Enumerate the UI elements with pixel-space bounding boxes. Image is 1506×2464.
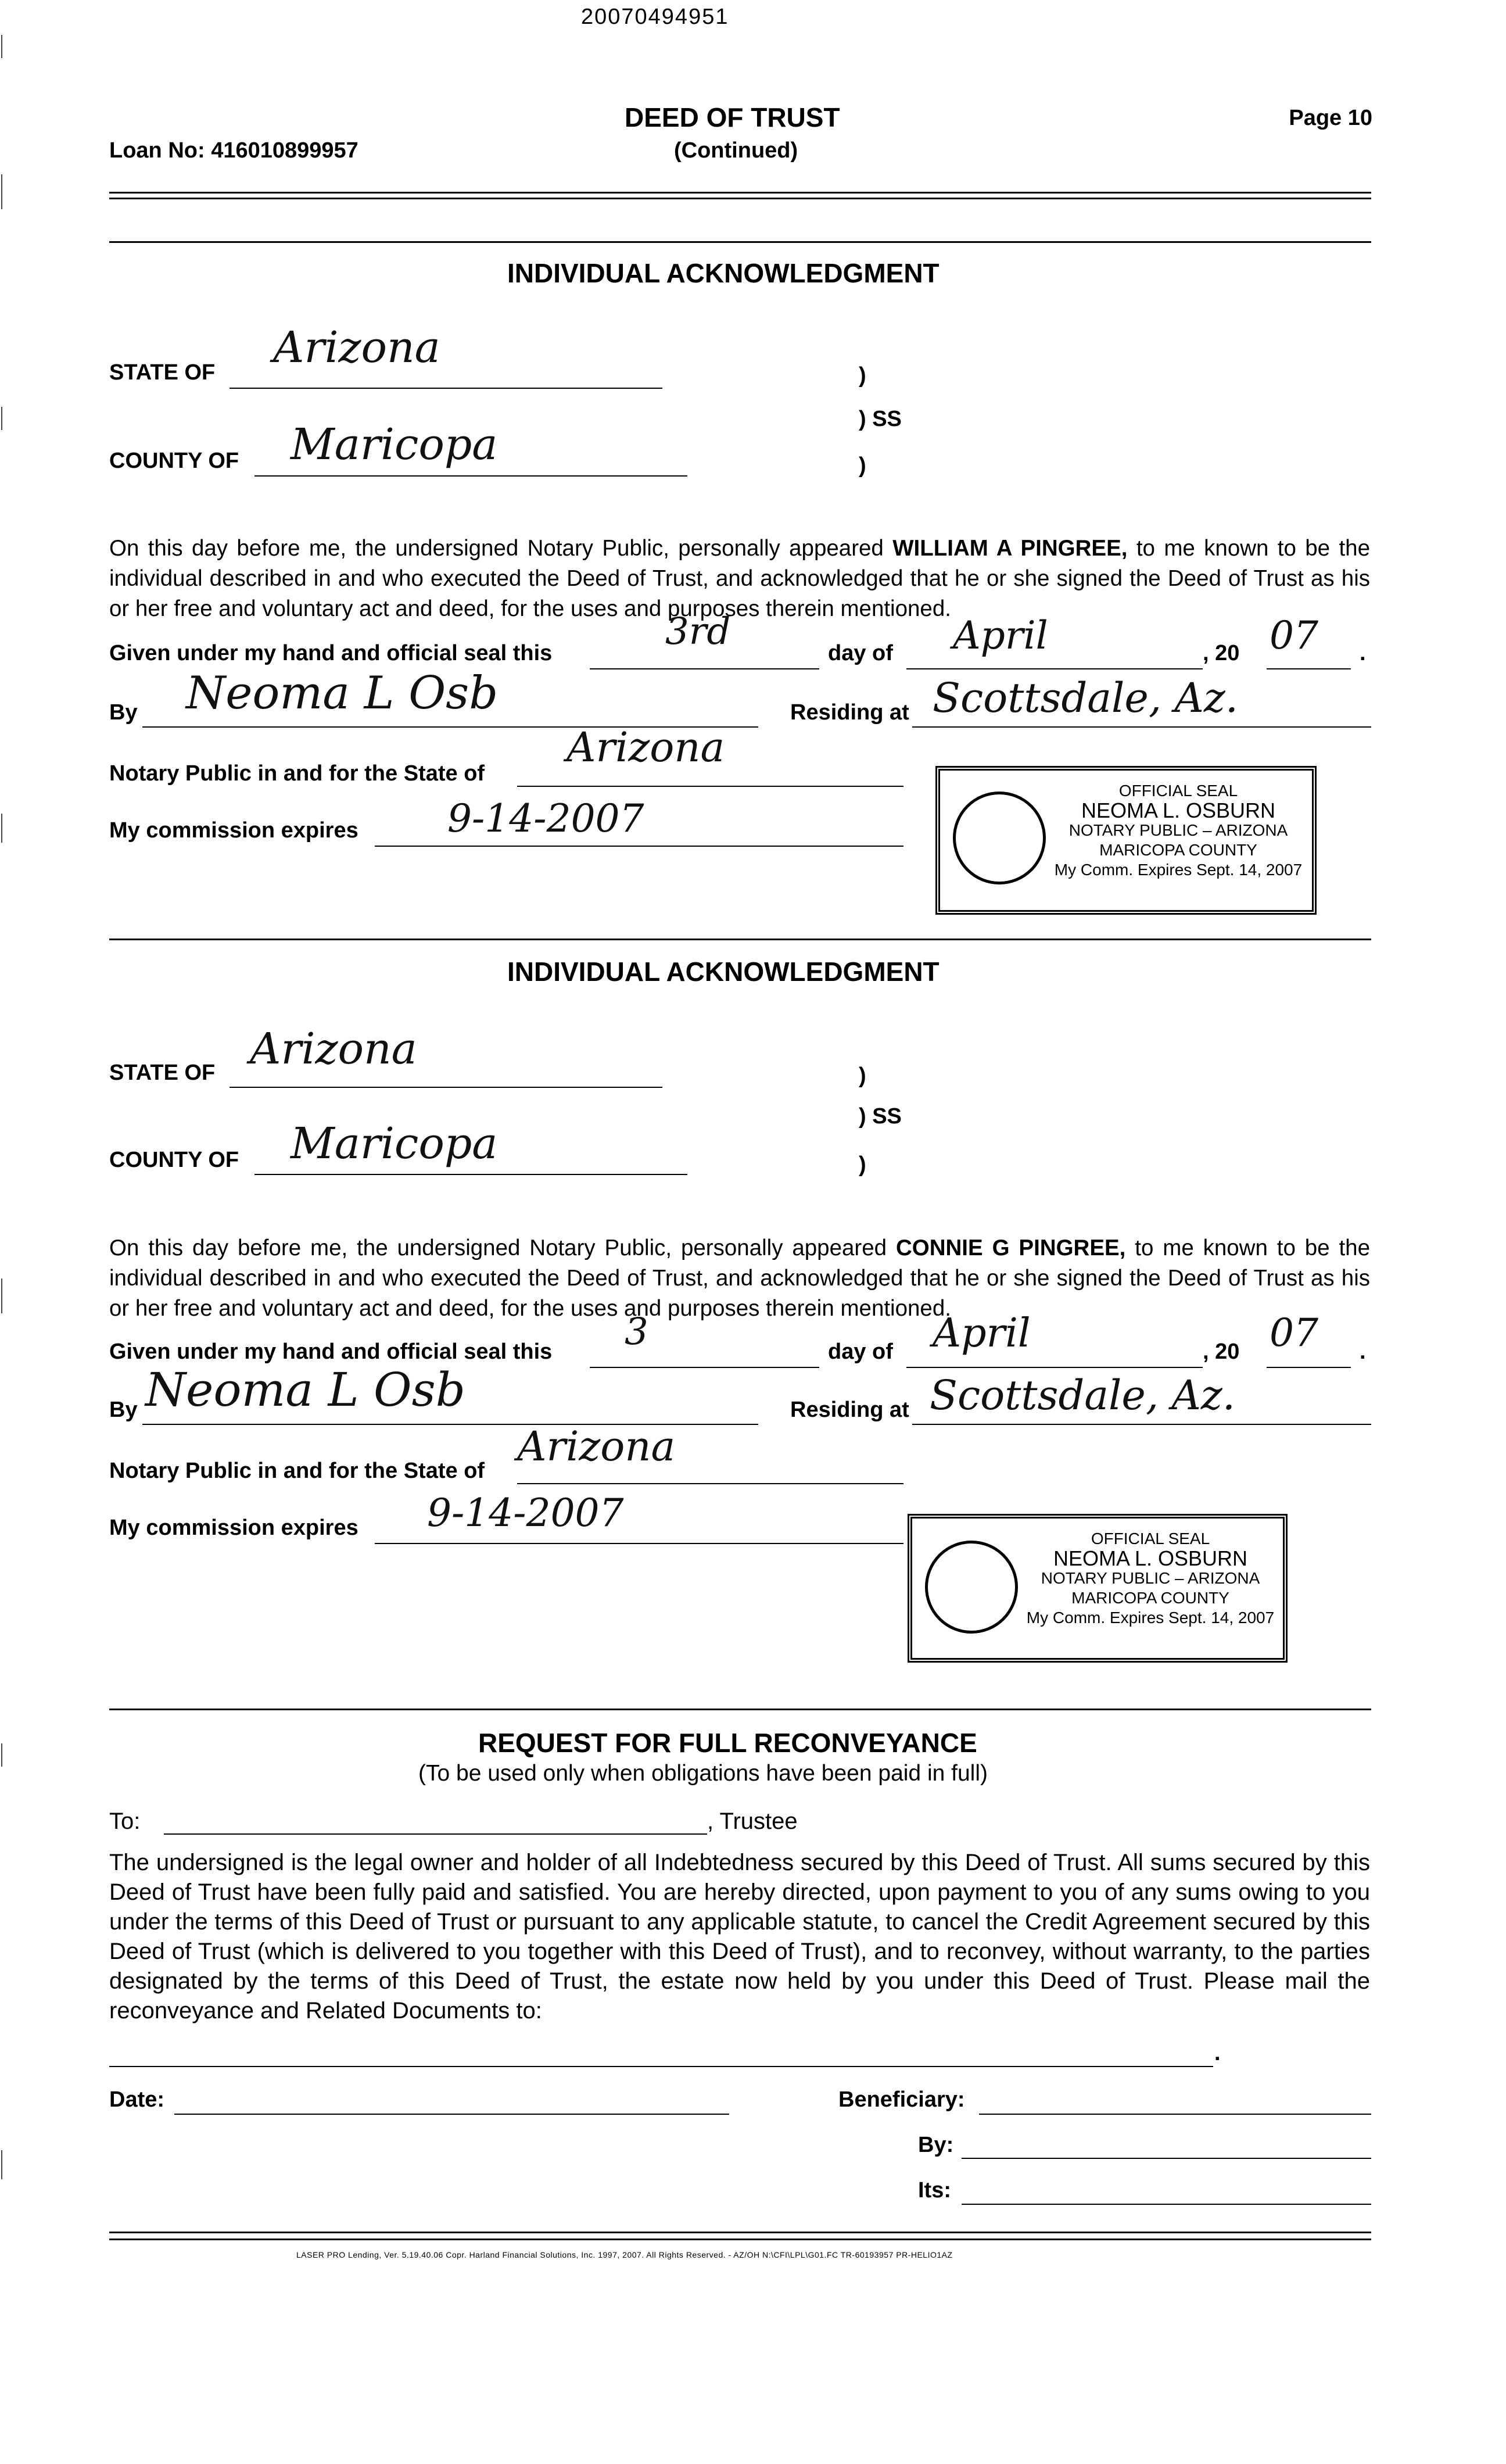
ack1-year-line <box>1267 668 1351 669</box>
ack2-commission-label: My commission expires <box>109 1516 358 1540</box>
ack1-by-label: By <box>109 700 138 725</box>
ack1-seal-name: NEOMA L. OSBURN <box>1081 798 1276 822</box>
reconveyance-date-line <box>174 2114 729 2115</box>
ack1-signature: Neoma L Osb <box>186 667 499 719</box>
ack1-residing-label: Residing at <box>790 700 909 725</box>
reconveyance-its-label: Its: <box>918 2178 951 2202</box>
footer-rule-1 <box>109 2232 1371 2233</box>
ack2-commission-line <box>375 1543 903 1544</box>
ack2-seal-emblem-icon <box>925 1541 1018 1634</box>
ack2-signature: Neoma L Osb <box>145 1363 465 1417</box>
ack2-commission-value: 9-14-2007 <box>427 1491 624 1535</box>
reconveyance-its-line <box>962 2204 1371 2205</box>
reconveyance-subtitle: (To be used only when obligations have been paid in full) <box>418 1761 988 1786</box>
ack1-paragraph: On this day before me, the undersigned Notary Public, personally appeared WILLIAM A PINGREE, to me known to be the individual described in and who executed the Deed of Trust, and acknowledged that he or she signed the Deed of Trust as his or her free and voluntary act and deed, for the uses and purposes therein mentioned. <box>109 536 1370 621</box>
reconveyance-by-label: By: <box>918 2133 954 2157</box>
section-rule <box>109 241 1371 243</box>
ack2-notary-value: Arizona <box>517 1423 676 1470</box>
document-subtitle: (Continued) <box>674 138 798 163</box>
ack2-residing-label: Residing at <box>790 1398 909 1422</box>
ack2-seal-name: NEOMA L. OSBURN <box>1053 1546 1248 1570</box>
ack1-title: INDIVIDUAL ACKNOWLEDGMENT <box>507 258 940 288</box>
scan-mark <box>1 1743 2 1767</box>
header-rule-2 <box>109 198 1371 199</box>
ack1-notary-label: Notary Public in and for the State of <box>109 761 485 786</box>
ack1-month-value: April <box>953 613 1048 658</box>
ack2-day-of: day of <box>828 1340 893 1364</box>
ack1-seal-line3: My Comm. Expires Sept. 14, 2007 <box>1054 861 1303 879</box>
ack1-given-label: Given under my hand and official seal this <box>109 641 553 665</box>
ack1-seal-official: OFFICIAL SEAL <box>1118 782 1238 800</box>
scan-mark <box>1 35 2 58</box>
ack2-year-prefix: , 20 <box>1203 1340 1240 1364</box>
ack1-year-prefix: , 20 <box>1203 641 1240 665</box>
ack1-state-line <box>230 388 662 389</box>
ack1-seal-emblem-icon <box>953 792 1046 884</box>
ack1-commission-line <box>375 846 903 847</box>
ack2-state-value: Arizona <box>250 1024 417 1074</box>
ack2-notary-label: Notary Public in and for the State of <box>109 1459 485 1483</box>
loan-number: Loan No: 416010899957 <box>109 138 358 163</box>
ack1-notary-line <box>517 786 903 787</box>
ack1-notary-seal <box>935 766 1317 915</box>
reconveyance-body: The undersigned is the legal owner and holder of all Indebtedness secured by this Deed of Trust. All sums secured by this Deed of Trust have been fully paid and satisfied. You are hereby directed, upon payment to you of any sums owing to you under the terms of this Deed of Trust or pursuant to any applicable statute, to cancel the Credit Agreement secured by this Deed of Trust (which is delivered to you together with this Deed of Trust), and to reconvey, without warranty, to the parties designated by the terms of this Deed of Trust, the estate now held by you under this Deed of Trust. Please mail the reconveyance and Related Documents to: <box>109 1850 1370 2024</box>
ack1-commission-value: 9-14-2007 <box>447 796 644 841</box>
ack2-notary-seal <box>908 1514 1288 1663</box>
scan-mark <box>1 814 2 843</box>
ack2-period: . <box>1360 1340 1366 1364</box>
ack1-year-value: 07 <box>1270 613 1318 658</box>
ack1-state-label: STATE OF <box>109 360 216 385</box>
ack1-month-line <box>906 668 1203 669</box>
ack2-day-value: 3 <box>625 1310 648 1353</box>
recording-number: 20070494951 <box>581 5 729 29</box>
reconveyance-trustee-label: , Trustee <box>707 1808 798 1834</box>
ack1-commission-label: My commission expires <box>109 818 358 843</box>
ack1-county-label: COUNTY OF <box>109 449 239 473</box>
ack1-seal-line2: MARICOPA COUNTY <box>1099 841 1257 859</box>
ack2-day-line <box>590 1367 819 1368</box>
reconveyance-mail-line <box>109 2066 1213 2067</box>
ack1-period: . <box>1360 641 1366 665</box>
page-number: Page 10 <box>1289 106 1372 130</box>
ack1-residing-value: Scottsdale, Az. <box>933 674 1239 722</box>
ack2-county-label: COUNTY OF <box>109 1148 239 1172</box>
ack1-day-value: 3rd <box>665 610 731 653</box>
ack2-seal-line2: MARICOPA COUNTY <box>1071 1589 1229 1607</box>
ack2-title: INDIVIDUAL ACKNOWLEDGMENT <box>507 957 940 987</box>
ack2-seal-line3: My Comm. Expires Sept. 14, 2007 <box>1026 1609 1275 1627</box>
section-rule-2 <box>109 939 1371 940</box>
ack1-seal-line1: NOTARY PUBLIC – ARIZONA <box>1068 821 1288 839</box>
scan-mark <box>1 407 2 430</box>
scan-mark <box>1 1278 2 1313</box>
ack2-ss: ) SS <box>859 1104 902 1129</box>
reconveyance-date-label: Date: <box>109 2087 165 2112</box>
reconveyance-to-label: To: <box>109 1808 141 1834</box>
ack1-paren1: ) <box>859 363 866 388</box>
ack2-seal-official: OFFICIAL SEAL <box>1091 1530 1210 1548</box>
ack1-day-of: day of <box>828 641 893 665</box>
ack2-state-line <box>230 1087 662 1088</box>
footer-copyright: LASER PRO Lending, Ver. 5.19.40.06 Copr. Harland Financial Solutions, Inc. 1997, 2007. All Rights Reserved. - AZ/OH N:\CFI\LPL\G01.FC TR-60193957 PR-HELIO1AZ <box>296 2250 953 2259</box>
ack2-notary-line <box>517 1483 903 1484</box>
ack2-year-line <box>1267 1367 1351 1368</box>
ack2-paren1: ) <box>859 1063 866 1088</box>
ack2-county-value: Maricopa <box>291 1119 498 1169</box>
ack1-county-line <box>254 475 687 477</box>
ack1-ss: ) SS <box>859 407 902 431</box>
ack2-by-label: By <box>109 1398 138 1422</box>
ack2-month-value: April <box>933 1310 1031 1356</box>
ack2-given-label: Given under my hand and official seal this <box>109 1340 553 1364</box>
document-title: DEED OF TRUST <box>625 102 840 132</box>
ack2-county-line <box>254 1174 687 1175</box>
ack1-county-value: Maricopa <box>291 420 498 470</box>
scan-mark <box>1 174 2 209</box>
ack2-state-label: STATE OF <box>109 1061 216 1085</box>
ack2-paren3: ) <box>859 1152 866 1177</box>
ack2-seal-line1: NOTARY PUBLIC – ARIZONA <box>1041 1569 1260 1587</box>
reconveyance-beneficiary-line <box>979 2114 1371 2115</box>
section-rule-3 <box>109 1709 1371 1710</box>
ack2-paragraph: On this day before me, the undersigned Notary Public, personally appeared CONNIE G PINGREE, to me known to be the individual described in and who executed the Deed of Trust, and acknowledged that he or she signed the Deed of Trust as his or her free and voluntary act and deed, for the uses and purposes therein mentioned. <box>109 1235 1370 1321</box>
header-rule-1 <box>109 192 1371 194</box>
reconveyance-trail-period: . <box>1214 2041 1221 2065</box>
reconveyance-by-line <box>962 2158 1371 2159</box>
scan-mark <box>1 2150 2 2179</box>
footer-rule-2 <box>109 2239 1371 2240</box>
ack1-notary-value: Arizona <box>566 724 725 771</box>
reconveyance-beneficiary-label: Beneficiary: <box>838 2087 965 2112</box>
ack2-residing-value: Scottsdale, Az. <box>930 1371 1236 1419</box>
ack1-state-value: Arizona <box>273 323 440 373</box>
reconveyance-to-line <box>164 1833 707 1835</box>
ack1-day-line <box>590 668 819 669</box>
ack1-residing-line <box>912 726 1371 728</box>
ack2-year-value: 07 <box>1270 1310 1318 1355</box>
ack2-month-line <box>906 1367 1203 1368</box>
ack2-residing-line <box>912 1424 1371 1425</box>
ack1-paren3: ) <box>859 453 866 478</box>
reconveyance-title: REQUEST FOR FULL RECONVEYANCE <box>478 1728 977 1758</box>
